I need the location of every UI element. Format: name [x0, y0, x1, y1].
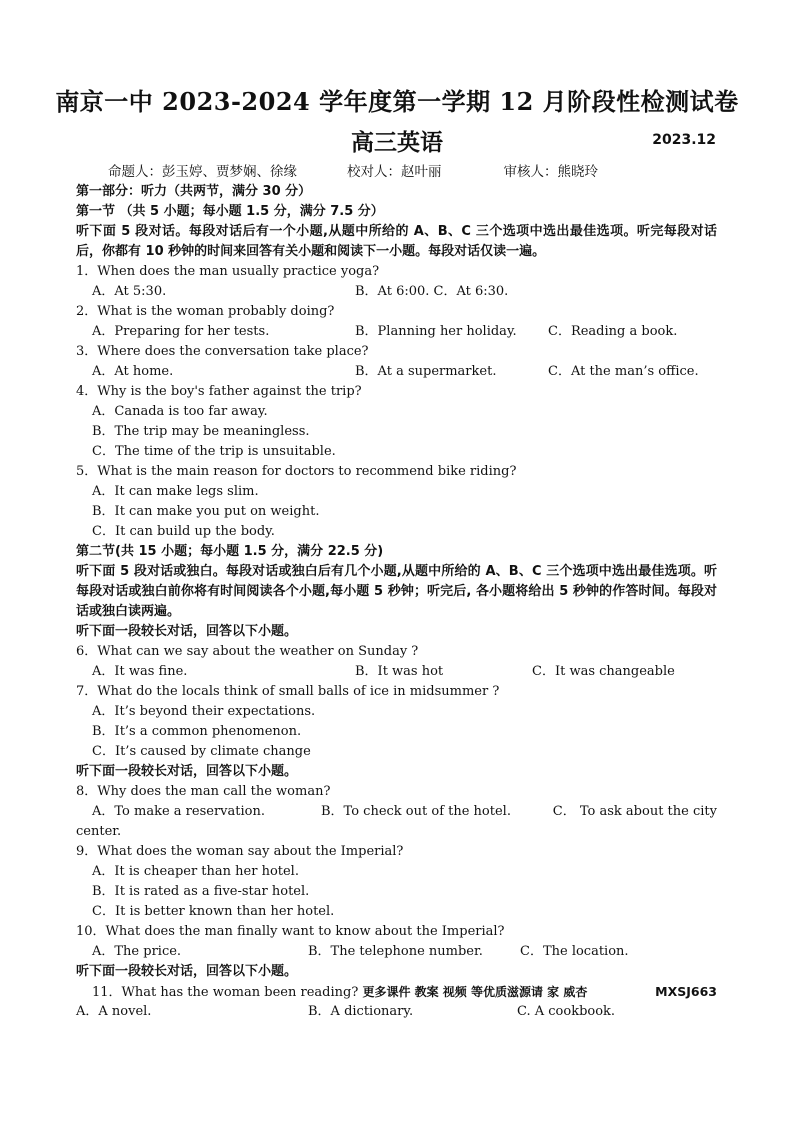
option: A．Preparing for her tests.: [92, 324, 270, 339]
option-row: [76, 1002, 717, 1022]
option: A．The price.: [92, 944, 182, 959]
option: B．It’s a common phenomenon.: [92, 724, 302, 739]
option-row: [76, 362, 717, 382]
option-continuation: center.: [76, 824, 122, 839]
option: A．It can make legs slim.: [92, 484, 259, 499]
question-stem: 11．What has the woman been reading?: [92, 985, 359, 1000]
option: A．It is cheaper than her hotel.: [92, 864, 299, 879]
option: C．It’s caused by climate change: [92, 744, 311, 759]
question-stem: 10．What does the man finally want to know about the Imperial?: [76, 924, 505, 939]
option: B．At 6:00. C．At 6:30.: [355, 284, 509, 299]
long-dialogue-note: 听下面一段较长对话，回答以下小题。: [76, 764, 298, 779]
option: B．It was hot: [355, 664, 444, 679]
section1-title: 第一节 （共 5 小题；每小题 1.5 分，满分 7.5 分）: [76, 204, 384, 219]
question-stem: 5．What is the main reason for doctors to recommend bike riding?: [76, 464, 517, 479]
question-stem: 8．Why does the man call the woman?: [76, 784, 331, 799]
option: B．The telephone number.: [308, 944, 483, 959]
question-stem: 1．When does the man usually practice yoga?: [76, 264, 380, 279]
option-row: [76, 662, 717, 682]
option: A．It’s beyond their expectations.: [92, 704, 316, 719]
option: C．It was changeable: [532, 664, 675, 679]
option: A．At 5:30.: [92, 284, 167, 299]
option: B．To check out of the hotel.: [321, 804, 511, 819]
option: A．To make a reservation.: [92, 804, 265, 819]
option: B．Planning her holiday.: [355, 324, 517, 339]
question-stem: 2．What is the woman probably doing?: [76, 304, 335, 319]
option: B．At a supermarket.: [355, 364, 497, 379]
option: C． To ask about the city: [552, 804, 717, 819]
option: B．It can make you put on weight.: [92, 504, 320, 519]
option: B．The trip may be meaningless.: [92, 424, 310, 439]
option: C．The time of the trip is unsuitable.: [92, 444, 336, 459]
question-stem: 3．Where does the conversation take place?: [76, 344, 369, 359]
doc-code: MXSJ663: [655, 984, 717, 999]
proofreader: 校对人：赵叶丽: [347, 164, 442, 180]
long-dialogue-note: 听下面一段较长对话，回答以下小题。: [76, 624, 298, 639]
exam-date: 2023.12: [652, 132, 716, 148]
option: C. A cookbook.: [517, 1004, 616, 1019]
option: C．At the man’s office.: [548, 364, 699, 379]
option: B．It is rated as a five-star hotel.: [92, 884, 310, 899]
option: C．Reading a book.: [548, 324, 678, 339]
option: A．It was fine.: [92, 664, 188, 679]
option-row: [76, 282, 717, 302]
long-dialogue-note: 听下面一段较长对话，回答以下小题。: [76, 964, 298, 979]
option: B．A dictionary.: [308, 1004, 414, 1019]
option: A．Canada is too far away.: [92, 404, 268, 419]
exam-content: [76, 182, 717, 1022]
option-row: [76, 322, 717, 342]
staff-line: [108, 160, 598, 180]
option: A．At home.: [92, 364, 174, 379]
option-row: [76, 802, 717, 822]
option: A．A novel.: [76, 1004, 152, 1019]
promo-text: 更多课件 教案 视频 等优质滋源请 家 威杏: [362, 985, 588, 999]
option: C．It is better known than her hotel.: [92, 904, 335, 919]
question-stem: 4．Why is the boy's father against the trip?: [76, 384, 362, 399]
exam-title: 南京一中 2023-2024 学年度第一学期 12 月阶段性检测试卷: [55, 87, 739, 116]
question-stem: 6．What can we say about the weather on Sunday ?: [76, 644, 419, 659]
section2-instructions: 听下面 5 段对话或独白。每段对话或独白后有几个小题,从题中所给的 A、B、C 三个选项中选出最佳选项。听每段对话或独白前你将有时间阅读各个小题,每小题 5 秒钟；听完后, 各小题将给出 5 秒钟的作答时间。每段对话或独白读两遍。: [76, 564, 717, 619]
question-stem: 7．What do the locals think of small balls of ice in midsummer ?: [76, 684, 500, 699]
part1-title: 第一部分：听力（共两节，满分 30 分）: [76, 184, 312, 199]
option: C．It can build up the body.: [92, 524, 275, 539]
question-11-line: [76, 982, 717, 1002]
section2-title: 第二节(共 15 小题；每小题 1.5 分，满分 22.5 分): [76, 544, 384, 559]
question-stem: 9．What does the woman say about the Imperial?: [76, 844, 404, 859]
setters: 命题人：彭玉婷、贾梦娴、徐缘: [108, 164, 297, 180]
subject-title: 高三英语: [351, 129, 443, 156]
section1-instructions: 听下面 5 段对话。每段对话后有一个小题,从题中所给的 A、B、C 三个选项中选出最佳选项。听完每段对话后，你都有 10 秒钟的时间来回答有关小题和阅读下一小题。每段对话仅读一遍。: [76, 224, 717, 259]
reviewer: 审核人：熊晓玲: [503, 164, 598, 180]
option-row: [76, 942, 717, 962]
option: C．The location.: [520, 944, 629, 959]
